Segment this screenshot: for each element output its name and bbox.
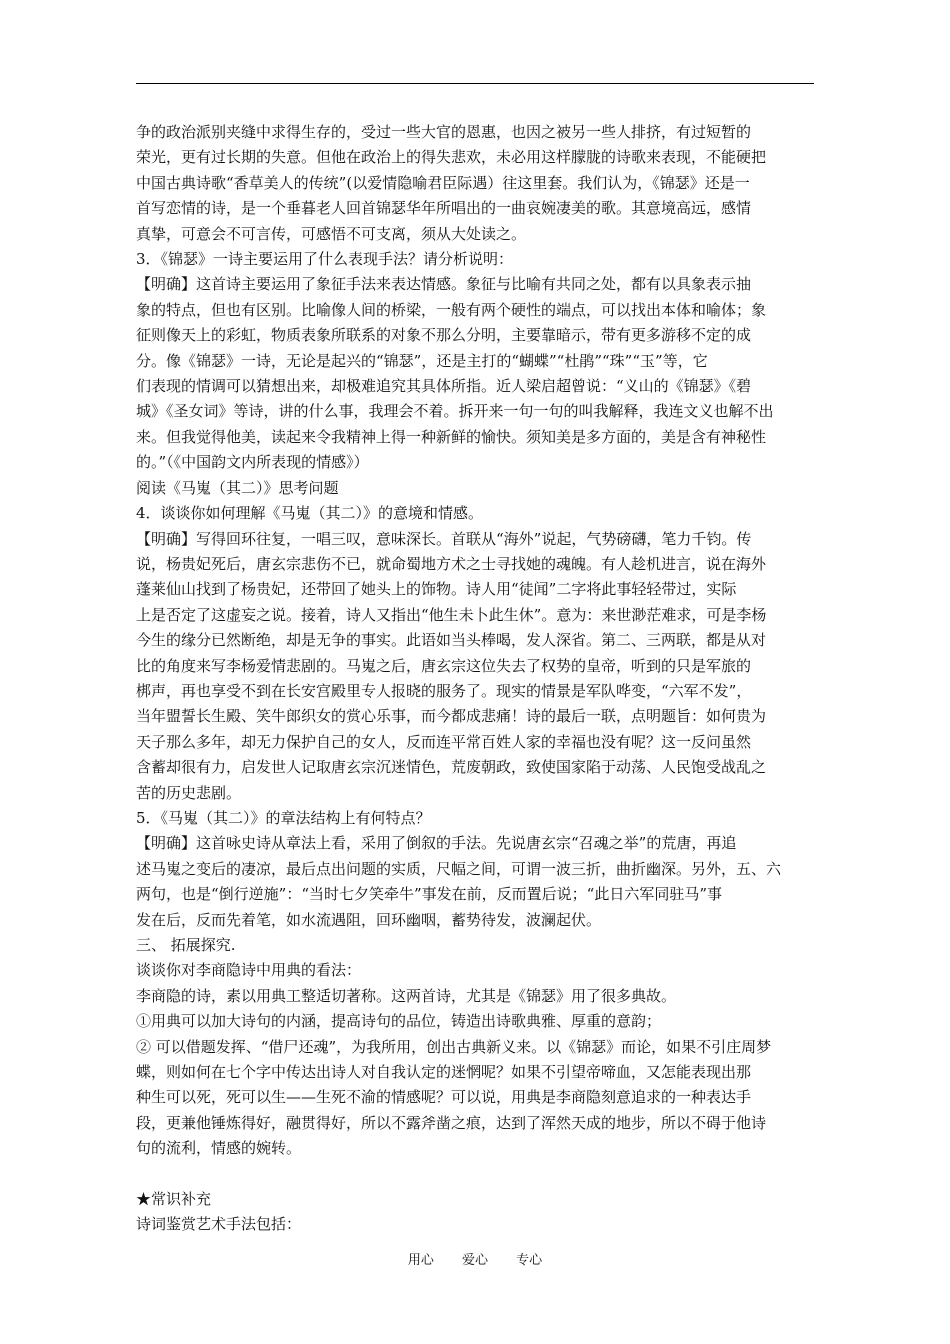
text-line: 5．《马嵬（其二）》的章法结构上有何特点？: [136, 808, 431, 827]
text-line: 当年盟誓长生殿、笑牛郎织女的赏心乐事，而今都成悲痛！诗的最后一联，点明题旨：如何贵为: [136, 707, 767, 726]
text-line: 3．《锦瑟》一诗主要运用了什么表现手法？请分析说明：: [136, 250, 514, 269]
text-line: 分。像《锦瑟》一诗，无论是起兴的“锦瑟”，还是主打的“蝴蝶”“杜鹃”“珠”“玉”等，它: [136, 351, 708, 370]
text-line: 梆声，再也享受不到在长安宫殿里专人报晓的服务了。现实的情景是军队哗变，“六军不发”，: [136, 681, 752, 700]
text-line: 苦的历史悲剧。: [136, 783, 242, 802]
text-line: 蝶，则如何在七个字中传达出诗人对自我认定的迷惘呢？如果不引望帝啼血，又怎能表现出那: [136, 1063, 752, 1082]
text-line: 4．谈谈你如何理解《马嵬（其二）》的意境和情感。: [136, 504, 484, 523]
footer-word-3: 专心: [516, 1253, 543, 1268]
text-line: 含蓄却很有力，启发世人记取唐玄宗沉迷情色，荒废朝政，致使国家陷于动荡、人民饱受战乱之: [136, 758, 767, 777]
text-line: 李商隐的诗，素以用典工整适切著称。这两首诗，尤其是《锦瑟》用了很多典故。: [136, 986, 677, 1005]
text-line: 【明确】这首咏史诗从章法上看，采用了倒叙的手法。先说唐玄宗“召魂之举”的荒唐，再追: [136, 834, 737, 853]
text-line: 征则像天上的彩虹，物质表象所联系的对象不那么分明，主要靠暗示，带有更多游移不定的成: [136, 326, 752, 345]
text-line: 的。”（《中国韵文内所表现的情感》）: [136, 453, 369, 472]
text-line: 说，杨贵妃死后，唐玄宗悲伤不已，就命蜀地方术之士寻找她的魂魄。有人趁机进言，说在海外: [136, 554, 767, 573]
text-line: 【明确】这首诗主要运用了象征手法来表达情感。象征与比喻有共同之处，都有以具象表示抽: [136, 275, 752, 294]
text-line: 首写恋情的诗，是一个垂暮老人回首锦瑟华年所唱出的一曲哀婉凄美的歌。其意境高远，感情: [136, 199, 752, 218]
text-line: 述马嵬之变后的凄凉，最后点出问题的实质，尺幅之间，可谓一波三折，曲折幽深。另外，五、六: [136, 859, 782, 878]
text-line: ② 可以借题发挥、“借尸还魂”，为我所用，创出古典新义来。以《锦瑟》而论，如果不引庄周梦: [136, 1037, 772, 1056]
text-line: 诗词鉴赏艺术手法包括：: [136, 1215, 302, 1234]
text-line: ★常识补充: [136, 1190, 212, 1209]
text-line: 今生的缘分已然断绝，却是无争的事实。此语如当头棒喝，发人深省。第二、三两联，都是从对: [136, 631, 767, 650]
blank-line: [136, 1162, 816, 1187]
text-line: 争的政治派别夹缝中求得生存的，受过一些大官的恩惠，也因之被另一些人排挤，有过短暂的: [136, 123, 752, 141]
text-line: 荣光，更有过长期的失意。但他在政治上的得失悲欢，未必用这样朦胧的诗歌来表现，不能硬把: [136, 148, 767, 167]
text-line: 象的特点，但也有区别。比喻像人间的桥梁，一般有两个硬性的端点，可以找出本体和喻体；象: [136, 300, 767, 319]
text-line: 真挚，可意会不可言传，可感悟不可支离，须从大处读之。: [136, 224, 527, 243]
text-line: 句的流利，情感的婉转。: [136, 1139, 302, 1158]
text-line: 谈谈你对李商隐诗中用典的看法：: [136, 961, 362, 980]
text-line: 【明确】写得回环往复，一唱三叹，意味深长。首联从“海外”说起，气势磅礴，笔力千钧。传: [136, 529, 752, 548]
page-footer: [0, 1249, 950, 1268]
text-line: 种生可以死，死可以生——生死不渝的情感呢？可以说，用典是李商隐刻意追求的一种表达手: [136, 1088, 752, 1107]
header-rule: [136, 83, 814, 84]
text-line: 比的角度来写李杨爱情悲剧的。马嵬之后，唐玄宗这位失去了权势的皇帝，听到的只是军旅的: [136, 656, 752, 675]
text-line: 发在后，反而先着笔，如水流遇阻，回环幽咽，蓄势待发，波澜起伏。: [136, 910, 602, 929]
footer-word-2: 爱心: [461, 1253, 488, 1268]
text-line: 上是否定了这虚妄之说。接着，诗人又指出“他生未卜此生休”。意为：来世渺茫难求，可是李杨: [136, 605, 767, 624]
body-text: [136, 120, 816, 1238]
text-line: 中国古典诗歌“香草美人的传统”(以爱情隐喻君臣际遇）往这里套。我们认为，《锦瑟》还是一: [136, 173, 750, 192]
text-line: 天子那么多年，却无力保护自己的女人，反而连平常百姓人家的幸福也没有呢？这一反问虽然: [136, 732, 752, 751]
text-line: 城》《圣女词》等诗，讲的什么事，我理会不着。拆开来一句一句的叫我解释，我连文义也解不出: [136, 402, 774, 421]
text-line: 三、 拓展探究.: [136, 936, 236, 954]
text-line: 蓬莱仙山找到了杨贵妃，还带回了她头上的饰物。诗人用“徒闻”二字将此事轻轻带过，实际: [136, 580, 737, 599]
text-line: 们表现的情调可以猜想出来，却极难追究其具体所指。近人梁启超曾说：“义山的《锦瑟》《碧: [136, 377, 752, 396]
text-line: 阅读《马嵬（其二）》思考问题: [136, 478, 339, 497]
text-line: 两句，也是“倒行逆施”：“当时七夕笑牵牛”事发在前，反而置后说；“此日六军同驻马”事: [136, 885, 723, 904]
text-line: 来。但我觉得他美，读起来令我精神上得一种新鲜的愉快。须知美是多方面的，美是含有神秘性: [136, 427, 767, 446]
text-line: 段，更兼他锤炼得好，融贯得好，所以不露斧凿之痕，达到了浑然天成的地步，所以不碍于他诗: [136, 1113, 767, 1132]
footer-word-1: 用心: [407, 1253, 434, 1268]
text-line: ①用典可以加大诗句的内涵，提高诗句的品位，铸造出诗歌典雅、厚重的意韵；: [136, 1012, 662, 1031]
